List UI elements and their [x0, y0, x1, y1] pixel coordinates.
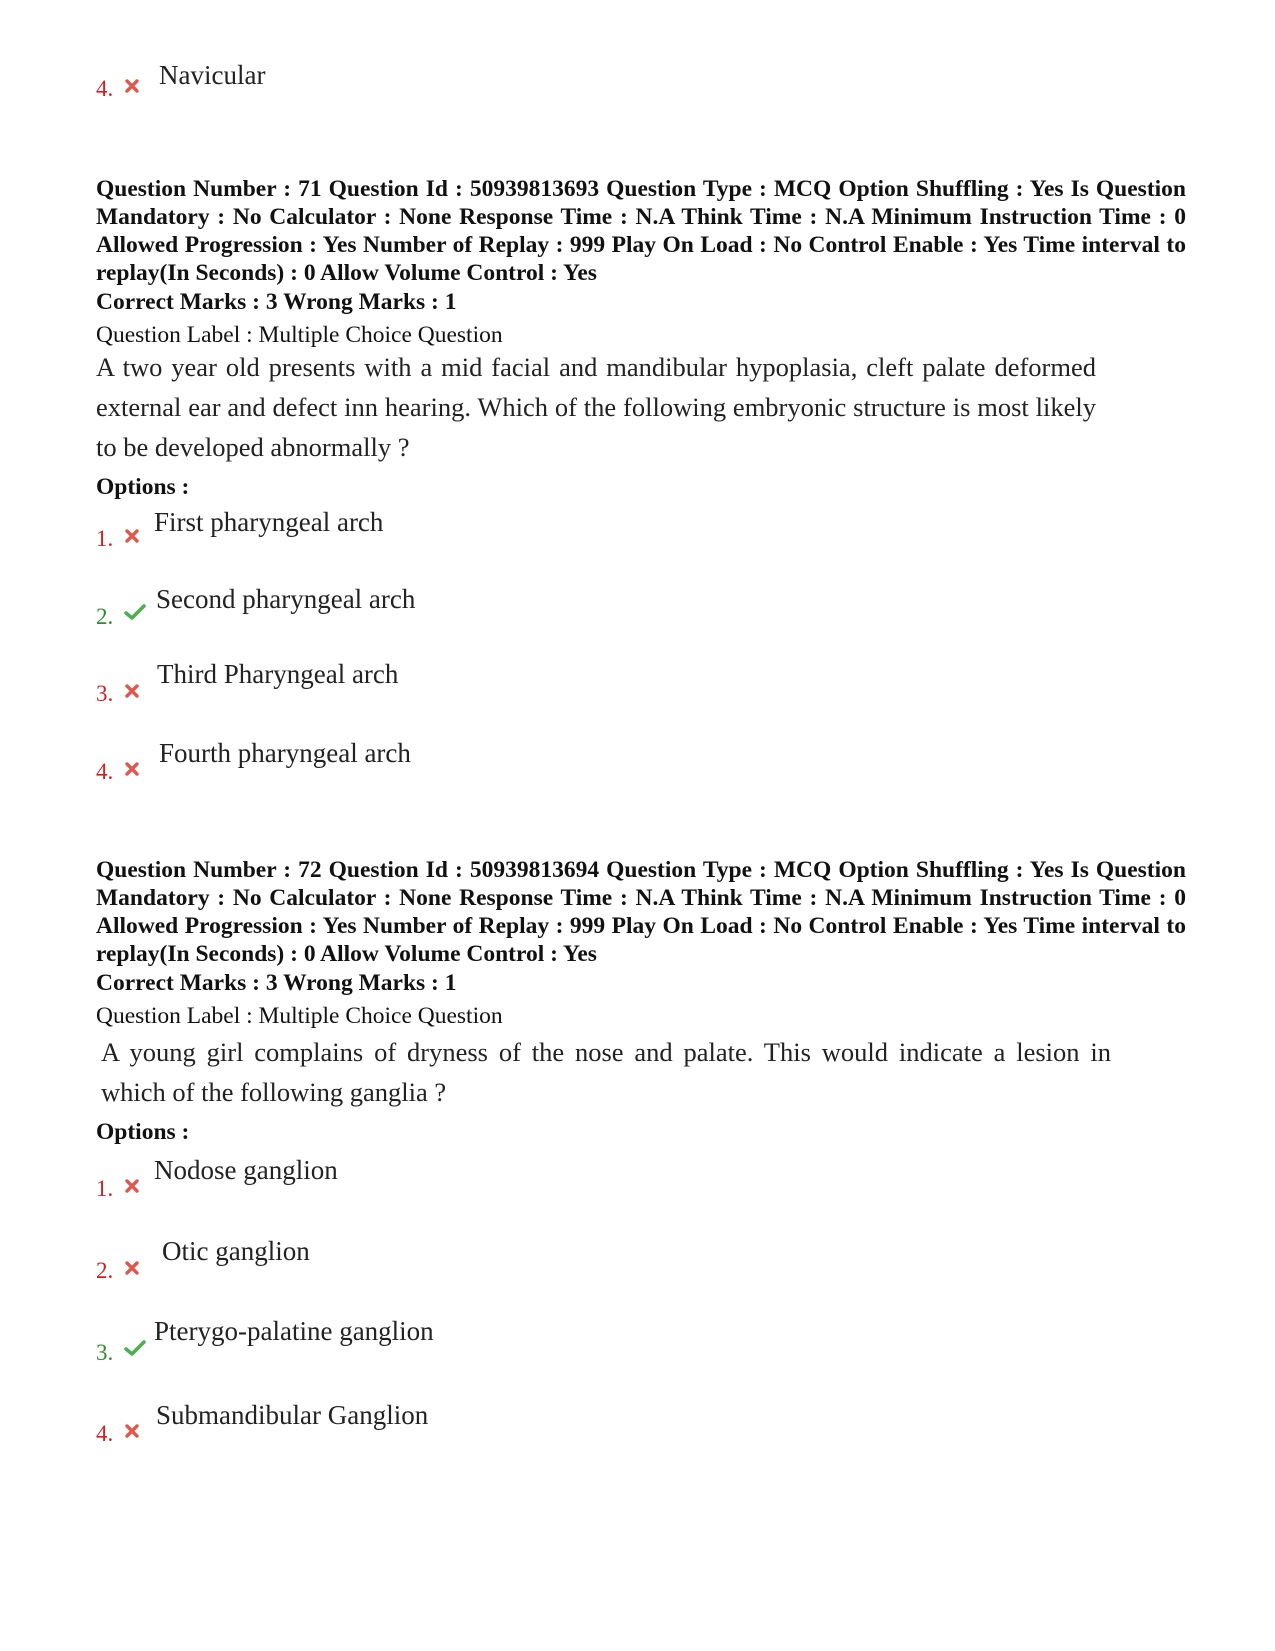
check-icon [124, 1340, 146, 1356]
option-number: 4. [96, 1421, 114, 1446]
option-number: 3. [96, 681, 114, 706]
cross-icon [124, 528, 140, 544]
question-72-options-heading: Options : [96, 1119, 190, 1145]
question-71-label: Question Label : Multiple Choice Question [96, 322, 503, 348]
option-text: Navicular [159, 60, 266, 90]
cross-icon [124, 78, 140, 94]
option-text: First pharyngeal arch [154, 507, 384, 537]
option-number: 4. [96, 759, 114, 784]
option-number: 4. [96, 76, 114, 101]
question-71-meta: Question Number : 71 Question Id : 50939813693 Question Type : MCQ Option Shuffling : Yes Is Question Mandatory : No Calculator : None Response Time : N.A Think Time : N.A Minimum Instruction Time : 0 Allowed Progression : Yes Number of Replay : 999 Play On Load : No Control Enable : Yes Time interval to replay(In Seconds) : 0 Allow Volume Control : Yes [96, 176, 1186, 286]
check-icon [124, 604, 146, 620]
option-number: 1. [96, 526, 114, 551]
option-text: Nodose ganglion [154, 1155, 338, 1185]
question-71-marks: Correct Marks : 3 Wrong Marks : 1 [96, 289, 457, 315]
question-71-text: A two year old presents with a mid facial and mandibular hypoplasia, cleft palate deformed external ear and defect inn hearing. Which of the following embryonic structure is most likely to be developed abnormally ? [96, 352, 1096, 462]
question-71-options-heading: Options : [96, 474, 190, 500]
question-72-text: A young girl complains of dryness of the nose and palate. This would indicate a lesion in which of the following ganglia ? [101, 1037, 1111, 1107]
question-72-meta: Question Number : 72 Question Id : 50939813694 Question Type : MCQ Option Shuffling : Yes Is Question Mandatory : No Calculator : None Response Time : N.A Think Time : N.A Minimum Instruction Time : 0 Allowed Progression : Yes Number of Replay : 999 Play On Load : No Control Enable : Yes Time interval to replay(In Seconds) : 0 Allow Volume Control : Yes [96, 857, 1186, 967]
option-text: Third Pharyngeal arch [157, 659, 399, 689]
cross-icon [124, 1178, 140, 1194]
option-text: Pterygo-palatine ganglion [154, 1316, 434, 1346]
option-number: 2. [96, 1258, 114, 1283]
question-72-label: Question Label : Multiple Choice Question [96, 1003, 503, 1029]
option-text: Fourth pharyngeal arch [159, 738, 411, 768]
option-text: Second pharyngeal arch [156, 584, 416, 614]
cross-icon [124, 1423, 140, 1439]
question-72-marks: Correct Marks : 3 Wrong Marks : 1 [96, 970, 457, 996]
cross-icon [124, 1260, 140, 1276]
cross-icon [124, 683, 140, 699]
option-number: 1. [96, 1176, 114, 1201]
cross-icon [124, 761, 140, 777]
option-text: Otic ganglion [162, 1236, 310, 1266]
option-number: 3. [96, 1340, 114, 1365]
option-text: Submandibular Ganglion [156, 1400, 429, 1430]
option-number: 2. [96, 604, 114, 629]
